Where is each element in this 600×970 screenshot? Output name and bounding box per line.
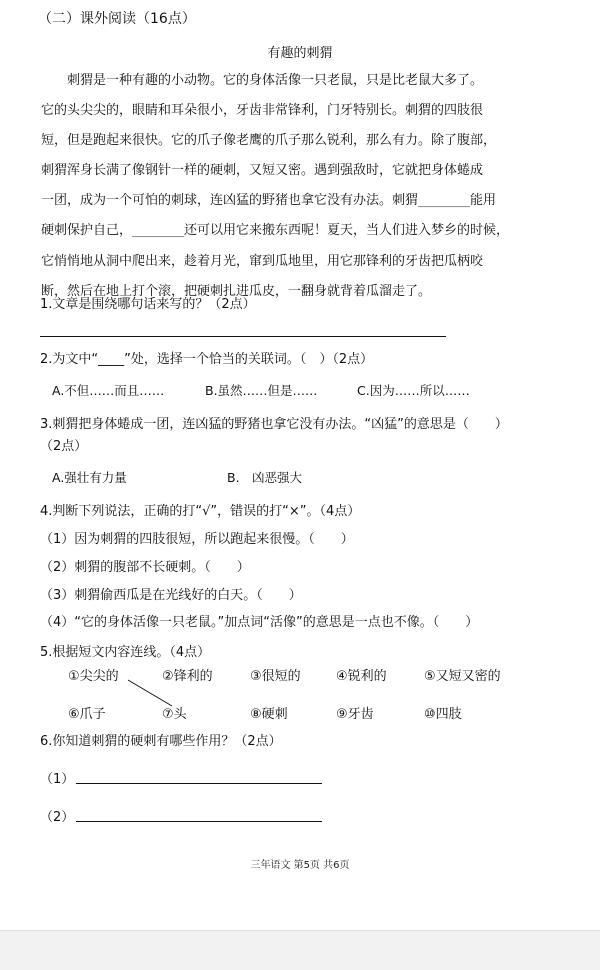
q5-top-4[interactable]: ④锐利的 xyxy=(336,669,387,684)
q5-bottom-10[interactable]: ⑩四肢 xyxy=(424,707,462,722)
article-line: 断，然后在地上打个滚，把硬刺扎进瓜皮，一翻身就背着瓜溜走了。 xyxy=(41,283,432,299)
question-2: 2.为文中“____”处，选择一个恰当的关联词。（ ）（2点） xyxy=(40,352,374,367)
article-line: 一团，成为一个可怕的刺球，连凶猛的野猪也拿它没有办法。刺猬________能用 xyxy=(41,193,497,209)
article-line: 刺猬浑身长满了像钢针一样的硬刺，又短又密。遇到强敌时，它就把身体蜷成 xyxy=(41,163,484,179)
q5-top-3[interactable]: ③很短的 xyxy=(250,669,301,684)
question-4: 4.判断下列说法，正确的打“√”，错误的打“×”。（4点） xyxy=(40,504,361,519)
question-3: 3.刺猬把身体蜷成一团，连凶猛的野猪也拿它没有办法。“凶猛”的意思是（ ） xyxy=(40,417,508,432)
q6-label-2: （2） xyxy=(40,810,75,825)
article-title: 有趣的刺猬 xyxy=(267,46,333,61)
section-header: （二）课外阅读（16点） xyxy=(38,11,196,27)
q4-item-3: （3）刺猬偷西瓜是在光线好的白天。（ ） xyxy=(40,588,302,603)
question-1: 1.文章是围绕哪句话来写的？（2点） xyxy=(40,297,256,312)
q5-top-2[interactable]: ②锋利的 xyxy=(162,669,213,684)
article-line: 它悄悄地从洞中爬出来，趁着月光，窜到瓜地里，用它那锋利的牙齿把瓜柄咬 xyxy=(41,253,484,269)
page-footer: 三年语文 第5页 共6页 xyxy=(250,860,350,871)
q5-bottom-8[interactable]: ⑧硬刺 xyxy=(250,707,288,722)
question-5: 5.根据短文内容连线。（4点） xyxy=(40,645,211,660)
article-line: 它的头尖尖的，眼睛和耳朵很小，牙齿非常锋利，门牙特别长。刺猬的四肢很 xyxy=(41,103,484,119)
q5-top-5[interactable]: ⑤又短又密的 xyxy=(424,669,501,684)
q4-item-1: （1）因为刺猬的四肢很短，所以跑起来很慢。（ ） xyxy=(40,532,354,547)
q4-item-4: （4）“它的身体活像一只老鼠。”加点词“活像”的意思是一点也不像。（ ） xyxy=(40,615,479,630)
q5-bottom-7[interactable]: ⑦头 xyxy=(162,707,187,722)
answer-line-q6-2[interactable] xyxy=(76,821,322,822)
viewer-bottom-bar xyxy=(0,930,600,970)
q5-bottom-9[interactable]: ⑨牙齿 xyxy=(336,707,374,722)
q4-item-2: （2）刺猬的腹部不长硬刺。（ ） xyxy=(40,560,250,575)
article-line: 刺猬是一种有趣的小动物。它的身体活像一只老鼠，只是比老鼠大多了。 xyxy=(41,73,484,88)
article-line: 硬刺保护自己，________还可以用它来搬东西呢！夏天，当人们进入梦乡的时候， xyxy=(41,223,510,239)
q5-top-1[interactable]: ①尖尖的 xyxy=(68,669,119,684)
q2-option-b: B.虽然……但是…… xyxy=(205,383,318,398)
q6-label-1: （1） xyxy=(40,772,75,787)
answer-line-q6-1[interactable] xyxy=(76,783,322,784)
q2-option-a: A.不但……而且…… xyxy=(52,383,165,398)
article-line: 短，但是跑起来很快。它的爪子像老鹰的爪子那么锐利，那么有力。除了腹部， xyxy=(41,133,497,149)
q3-option-a: A.强壮有力量 xyxy=(52,470,127,485)
q3-option-b: B. 凶恶强大 xyxy=(227,470,303,485)
q2-option-c: C.因为……所以…… xyxy=(357,383,470,398)
question-3-points: （2点） xyxy=(40,439,88,454)
question-6: 6.你知道刺猬的硬刺有哪些作用？（2点） xyxy=(40,734,282,749)
q5-bottom-6[interactable]: ⑥爪子 xyxy=(68,707,106,722)
